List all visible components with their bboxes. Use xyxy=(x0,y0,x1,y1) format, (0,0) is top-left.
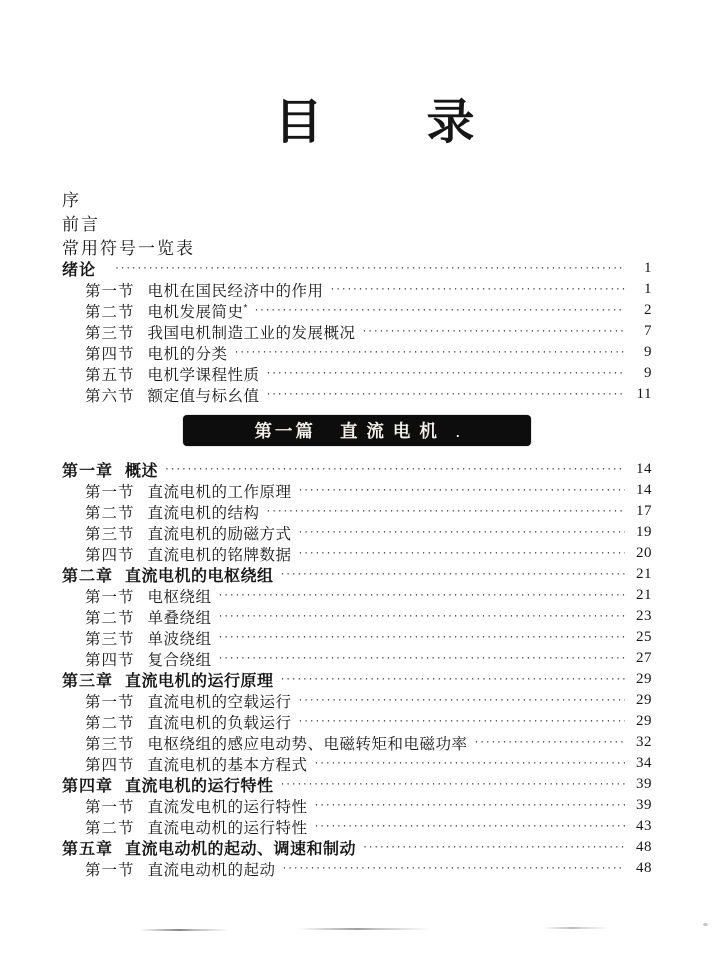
dot-leader xyxy=(363,840,625,852)
dot-leader xyxy=(267,504,625,516)
part-banner-title: 直流电机 xyxy=(339,421,446,441)
dot-leader xyxy=(219,588,625,600)
scan-artifact-speck xyxy=(703,923,708,926)
entry-footnote-mark: * xyxy=(243,302,248,314)
entry-title: 直流电机的运行特性 xyxy=(125,778,274,795)
entry-number: 第四节 xyxy=(85,546,135,564)
dot-leader xyxy=(219,609,625,621)
toc-entry xyxy=(62,342,652,363)
front-matter-list xyxy=(62,186,652,258)
front-matter-item xyxy=(62,234,652,258)
entry-number: 第三节 xyxy=(85,630,135,648)
entry-title: 概述 xyxy=(125,463,159,480)
entry-title: 额定值与标幺值 xyxy=(147,387,260,405)
dot-leader xyxy=(299,483,625,495)
toc-entry xyxy=(62,564,652,585)
dot-leader xyxy=(281,567,625,579)
toc-entry xyxy=(62,480,652,501)
entry-number: 第二节 xyxy=(85,819,135,837)
toc-entry xyxy=(62,384,652,405)
entry-page-number: 29 xyxy=(636,671,652,687)
entry-page-number: 27 xyxy=(636,650,652,666)
entry-title: 直流电机的运行原理 xyxy=(125,673,274,690)
entry-title: 直流电机的工作原理 xyxy=(147,483,292,501)
entry-page-number: 25 xyxy=(636,629,652,645)
dot-leader xyxy=(299,525,625,537)
entry-number: 第三节 xyxy=(85,525,135,543)
entry-number: 第三章 xyxy=(62,673,114,690)
entry-title: 单叠绕组 xyxy=(147,609,212,627)
dot-leader xyxy=(281,672,625,684)
entry-number: 第一章 xyxy=(62,463,114,480)
toc-content xyxy=(62,186,652,879)
toc-entry xyxy=(62,816,652,837)
entry-title: 电枢绕组 xyxy=(147,588,212,606)
toc-entry xyxy=(62,279,652,300)
entry-number: 绪论 xyxy=(62,262,97,279)
front-matter-item xyxy=(62,210,652,234)
toc-entry xyxy=(62,795,652,816)
entry-number: 第二章 xyxy=(62,568,114,585)
entry-page-number: 1 xyxy=(644,281,652,297)
toc-entry xyxy=(62,321,652,342)
entry-title: 直流电机的空载运行 xyxy=(147,693,292,711)
dot-leader xyxy=(281,777,625,789)
entry-title: 直流电机的负载运行 xyxy=(147,714,292,732)
entry-number: 第六节 xyxy=(85,387,135,405)
scan-artifact-line xyxy=(542,927,610,929)
dot-leader xyxy=(299,693,625,705)
entry-page-number: 14 xyxy=(636,482,652,498)
dot-leader xyxy=(363,324,625,336)
entry-number: 第四节 xyxy=(85,756,135,774)
entry-number: 第三节 xyxy=(85,735,135,753)
entry-title: 电机学课程性质 xyxy=(147,366,260,384)
entry-page-number: 39 xyxy=(636,797,652,813)
entry-page-number: 34 xyxy=(636,755,652,771)
toc-entry xyxy=(62,501,652,522)
toc-entry xyxy=(62,648,652,669)
dot-leader xyxy=(219,630,625,642)
dot-leader xyxy=(315,798,625,810)
entry-page-number: 48 xyxy=(636,860,652,876)
entry-number: 第一节 xyxy=(85,282,135,300)
entry-page-number: 32 xyxy=(636,734,652,750)
entry-page-number: 23 xyxy=(636,608,652,624)
toc-entry xyxy=(62,300,652,321)
dot-leader xyxy=(283,861,625,873)
dot-leader xyxy=(299,546,625,558)
page-title xyxy=(0,96,715,149)
title-char-mu: 目 xyxy=(274,94,323,150)
entry-title: 直流电机的铭牌数据 xyxy=(147,546,292,564)
dot-leader xyxy=(267,366,625,378)
entry-page-number: 19 xyxy=(636,524,652,540)
entry-page-number: 9 xyxy=(644,365,652,381)
entry-page-number: 9 xyxy=(644,344,652,360)
toc-entry xyxy=(62,753,652,774)
entry-page-number: 21 xyxy=(636,587,652,603)
entry-page-number: 39 xyxy=(636,776,652,792)
entry-title: 直流电动机的起动 xyxy=(147,861,276,879)
dot-leader xyxy=(475,735,625,747)
front-matter-label: 前言 xyxy=(62,214,100,234)
part1-entries xyxy=(62,459,652,879)
entry-number: 第二节 xyxy=(85,714,135,732)
toc-entry xyxy=(62,459,652,480)
toc-entry xyxy=(62,732,652,753)
entry-number: 第三节 xyxy=(85,324,135,342)
dot-leader xyxy=(299,714,625,726)
entry-number: 第一节 xyxy=(85,798,135,816)
title-char-lu: 录 xyxy=(426,94,475,150)
toc-entry xyxy=(62,627,652,648)
entry-page-number: 29 xyxy=(636,692,652,708)
entry-number: 第四节 xyxy=(85,345,135,363)
toc-entry xyxy=(62,585,652,606)
entry-title: 直流电机的电枢绕组 xyxy=(125,568,274,585)
entry-number: 第一节 xyxy=(85,483,135,501)
entry-number: 第五节 xyxy=(85,366,135,384)
toc-entry xyxy=(62,711,652,732)
toc-entry xyxy=(62,363,652,384)
entry-page-number: 48 xyxy=(636,839,652,855)
toc-entry xyxy=(62,690,652,711)
entry-number: 第四章 xyxy=(62,778,114,795)
entry-title: 我国电机制造工业的发展概况 xyxy=(147,324,356,342)
entry-title: 直流发电机的运行特性 xyxy=(147,798,308,816)
entry-title: 单波绕组 xyxy=(147,630,212,648)
entry-page-number: 11 xyxy=(636,386,652,402)
entry-page-number: 14 xyxy=(636,461,652,477)
entry-number: 第一节 xyxy=(85,588,135,606)
front-matter-label: 序 xyxy=(62,190,81,210)
dot-leader xyxy=(331,282,625,294)
entry-title: 电机在国民经济中的作用 xyxy=(147,282,324,300)
dot-leader xyxy=(315,819,625,831)
entry-page-number: 29 xyxy=(636,713,652,729)
entry-page-number: 43 xyxy=(636,818,652,834)
part-banner-label: 第一篇 xyxy=(254,421,316,441)
toc-entry xyxy=(62,606,652,627)
intro-entries xyxy=(62,258,652,405)
toc-entry xyxy=(62,522,652,543)
dot-leader xyxy=(254,303,625,315)
entry-title: 直流电动机的运行特性 xyxy=(147,819,308,837)
front-matter-item xyxy=(62,186,652,210)
dot-leader xyxy=(219,651,625,663)
front-matter-label: 常用符号一览表 xyxy=(62,238,195,258)
entry-title: 复合绕组 xyxy=(147,651,212,669)
entry-title: 电机的分类 xyxy=(147,345,228,363)
toc-entry xyxy=(62,858,652,879)
entry-page-number: 20 xyxy=(636,545,652,561)
entry-number: 第二节 xyxy=(85,504,135,522)
toc-entry xyxy=(62,837,652,858)
dot-leader xyxy=(315,756,625,768)
entry-page-number: 7 xyxy=(644,323,652,339)
entry-number: 第四节 xyxy=(85,651,135,669)
entry-title: 电机发展简史* xyxy=(147,302,248,321)
part-banner xyxy=(183,415,531,446)
scan-artifact-line xyxy=(298,928,430,930)
dot-leader xyxy=(115,261,625,273)
toc-entry xyxy=(62,543,652,564)
scan-artifact-line xyxy=(140,929,228,931)
entry-page-number: 1 xyxy=(644,260,652,276)
entry-page-number: 2 xyxy=(644,302,652,318)
entry-page-number: 17 xyxy=(636,503,652,519)
entry-title: 直流电机的励磁方式 xyxy=(147,525,292,543)
entry-number: 第二节 xyxy=(85,303,135,321)
entry-number: 第五章 xyxy=(62,841,114,858)
entry-title: 直流电动机的起动、调速和制动 xyxy=(125,841,357,858)
toc-entry xyxy=(62,774,652,795)
entry-number: 第一节 xyxy=(85,861,135,879)
toc-entry xyxy=(62,258,652,279)
entry-title: 电枢绕组的感应电动势、电磁转矩和电磁功率 xyxy=(147,735,468,753)
toc-entry xyxy=(62,669,652,690)
entry-page-number: 21 xyxy=(636,566,652,582)
entry-number: 第二节 xyxy=(85,609,135,627)
entry-number: 第一节 xyxy=(85,693,135,711)
dot-leader xyxy=(235,345,625,357)
entry-title: 直流电机的结构 xyxy=(147,504,260,522)
entry-title: 直流电机的基本方程式 xyxy=(147,756,308,774)
dot-leader xyxy=(165,462,625,474)
dot-leader xyxy=(267,387,625,399)
part-banner-suffix-dot: . xyxy=(455,425,460,440)
